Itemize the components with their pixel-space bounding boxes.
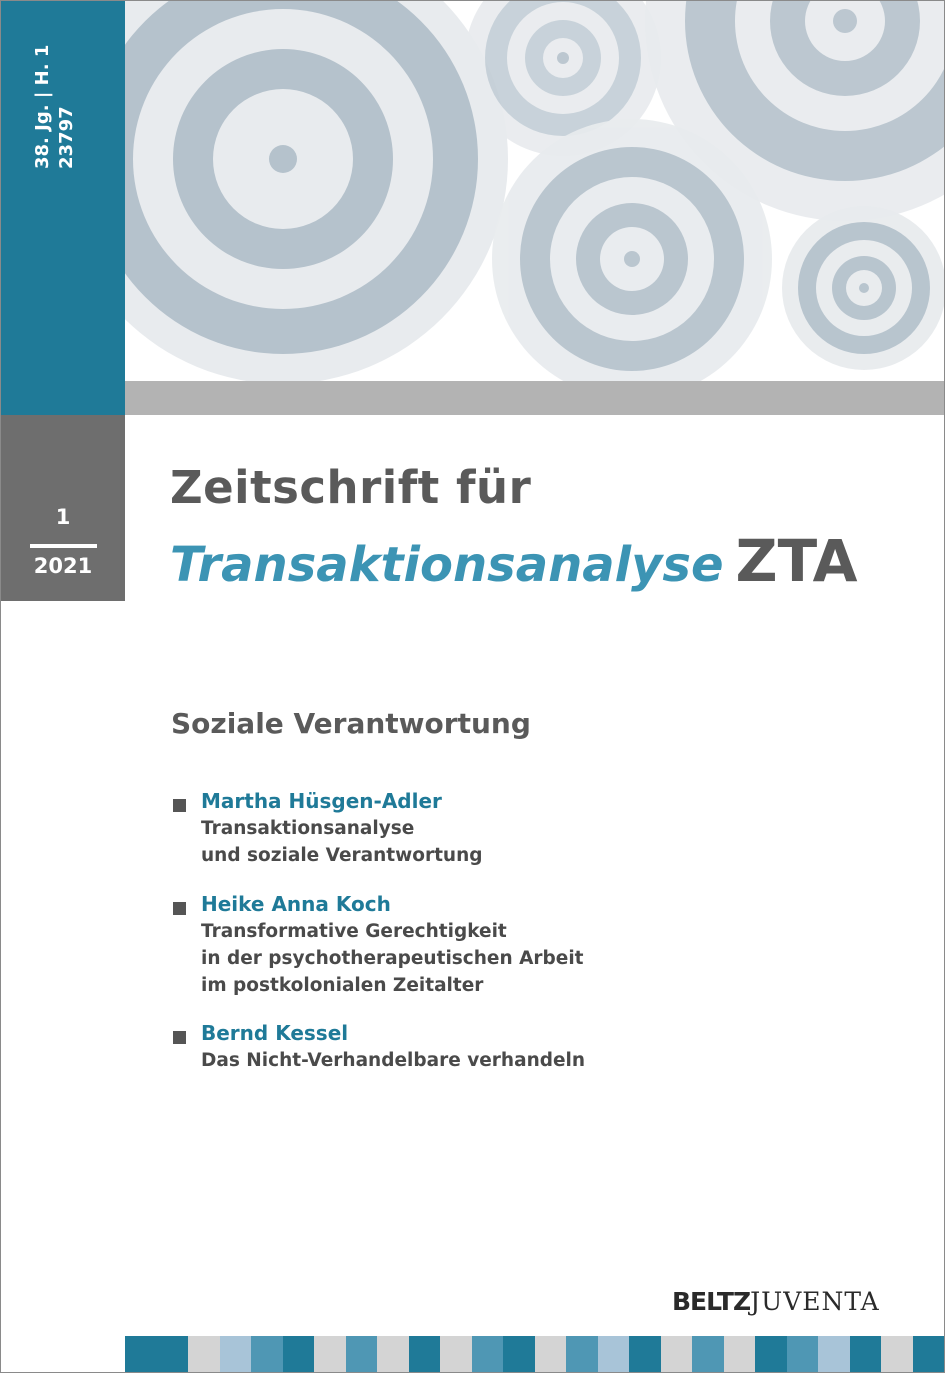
target-circles-graphic xyxy=(125,1,944,381)
target-circles-artwork xyxy=(125,1,944,381)
stripe-segment xyxy=(535,1336,567,1372)
journal-title-abbr: ZTA xyxy=(735,527,858,595)
bullet-icon xyxy=(173,902,186,915)
bullet-icon xyxy=(173,1031,186,1044)
stripe-segment xyxy=(157,1336,189,1372)
bullet-icon xyxy=(173,799,186,812)
stripe-segment xyxy=(251,1336,283,1372)
volume-code: 23797 xyxy=(56,106,77,169)
issue-number: 1 xyxy=(55,505,71,529)
publisher-juventa: JUVENTA xyxy=(750,1287,880,1316)
color-stripe xyxy=(125,1336,944,1372)
article-title-line: Das Nicht-Verhandelbare verhandeln xyxy=(201,1050,586,1071)
article-author: Heike Anna Koch xyxy=(201,892,391,916)
article-author: Bernd Kessel xyxy=(201,1021,349,1045)
publisher-beltz: BELTZ xyxy=(672,1287,751,1316)
stripe-segment xyxy=(220,1336,252,1372)
article-title-line: Transaktionsanalyse xyxy=(201,818,415,839)
publisher-logo xyxy=(672,1287,880,1316)
issue-theme: Soziale Verantwortung xyxy=(171,707,531,740)
stripe-segment xyxy=(661,1336,693,1372)
stripe-segment xyxy=(377,1336,409,1372)
stripe-segment xyxy=(787,1336,819,1372)
stripe-segment xyxy=(314,1336,346,1372)
stripe-segment xyxy=(283,1336,315,1372)
large-target xyxy=(125,1,508,381)
journal-title-main: Transaktionsanalyse xyxy=(170,537,724,593)
stripe-segment xyxy=(503,1336,535,1372)
stripe-segment xyxy=(472,1336,504,1372)
stripe-segment xyxy=(440,1336,472,1372)
stripe-segment xyxy=(881,1336,913,1372)
stripe-segment xyxy=(409,1336,441,1372)
stripe-segment xyxy=(346,1336,378,1372)
stripe-segment xyxy=(913,1336,945,1372)
stripe-segment xyxy=(850,1336,882,1372)
stripe-segment xyxy=(598,1336,630,1372)
stripe-segment xyxy=(188,1336,220,1372)
issue-divider xyxy=(30,544,97,548)
volume-info xyxy=(31,45,79,169)
small-right-target xyxy=(782,206,944,370)
stripe-segment xyxy=(755,1336,787,1372)
issue-year: 2021 xyxy=(33,554,93,578)
gray-band xyxy=(125,381,944,415)
stripe-segment xyxy=(692,1336,724,1372)
spine-bar xyxy=(1,1,125,415)
volume-issue: 38. Jg. | H. 1 xyxy=(32,44,53,169)
article-title-line: in der psychotherapeutischen Arbeit xyxy=(201,948,584,969)
stripe-segment xyxy=(629,1336,661,1372)
article-title-line: im postkolonialen Zeitalter xyxy=(201,975,484,996)
article-author: Martha Hüsgen-Adler xyxy=(201,789,442,813)
article-title-line: Transformative Gerechtigkeit xyxy=(201,921,507,942)
journal-title-line1: Zeitschrift für xyxy=(170,461,532,514)
stripe-segment xyxy=(818,1336,850,1372)
article-title-line: und soziale Verantwortung xyxy=(201,845,483,866)
stripe-segment xyxy=(125,1336,157,1372)
stripe-segment xyxy=(724,1336,756,1372)
journal-title-line2 xyxy=(170,527,858,595)
issue-box xyxy=(1,415,125,601)
stripe-segment xyxy=(566,1336,598,1372)
